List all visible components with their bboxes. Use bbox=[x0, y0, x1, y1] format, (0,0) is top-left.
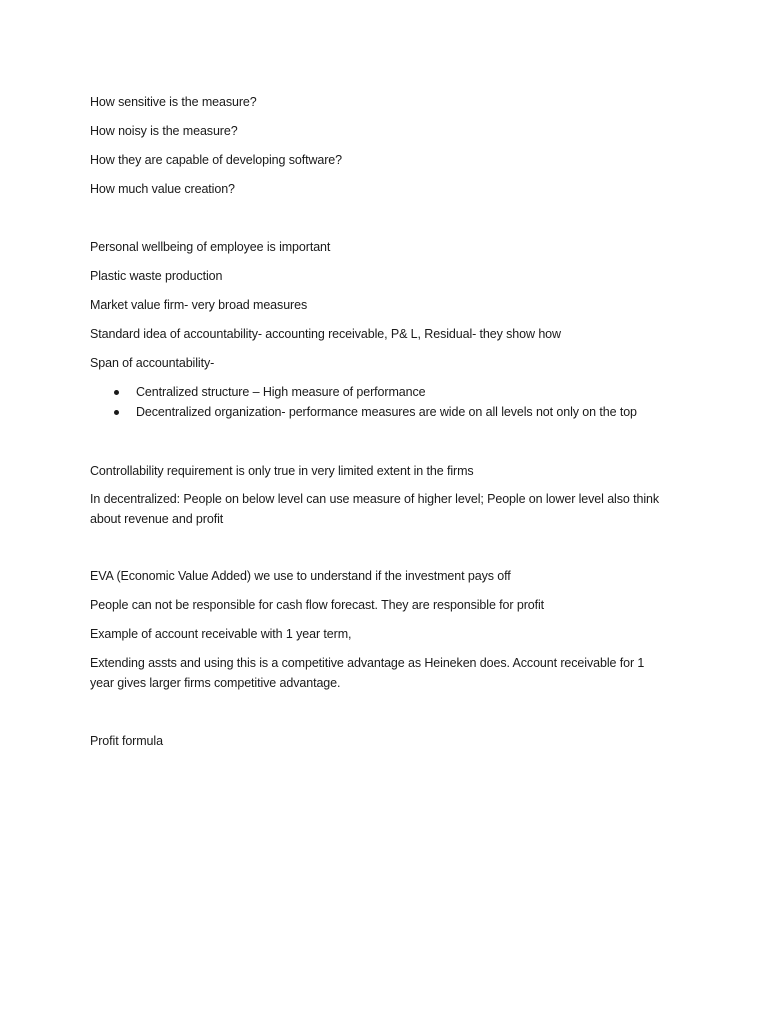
list-item-text: Decentralized organization- performance measures are wide on all levels not only on the top bbox=[136, 404, 637, 419]
list-item bbox=[114, 403, 637, 423]
note-paragraph: In decentralized: People on below level can use measure of higher level; People on lower level also think about revenue and profit bbox=[90, 492, 660, 526]
note-line: Controllability requirement is only true in very limited extent in the firms bbox=[90, 464, 474, 478]
note-line: People can not be responsible for cash flow forecast. They are responsible for profit bbox=[90, 598, 545, 612]
note-line: Personal wellbeing of employee is important bbox=[90, 240, 331, 254]
bullet-icon bbox=[114, 390, 119, 395]
question-line: How noisy is the measure? bbox=[90, 124, 238, 138]
note-paragraph: Extending assts and using this is a competitive advantage as Heineken does. Account receivable for 1 year gives larger firms competitive advantage. bbox=[90, 656, 645, 690]
question-line: How sensitive is the measure? bbox=[90, 95, 257, 109]
list-item-text: Centralized structure – High measure of performance bbox=[136, 385, 426, 399]
note-line: Example of account receivable with 1 year term, bbox=[90, 627, 352, 641]
note-line: EVA (Economic Value Added) we use to understand if the investment pays off bbox=[90, 569, 511, 583]
note-line: Span of accountability- bbox=[90, 356, 215, 370]
question-line: How they are capable of developing software? bbox=[90, 153, 343, 167]
note-line: Plastic waste production bbox=[90, 269, 223, 283]
bullet-icon bbox=[114, 410, 119, 415]
list-item bbox=[114, 383, 637, 403]
closing-line: Profit formula bbox=[90, 734, 163, 748]
note-line: Market value firm- very broad measures bbox=[90, 298, 308, 312]
note-line: Standard idea of accountability- accounting receivable, P& L, Residual- they show how bbox=[90, 327, 561, 341]
question-line: How much value creation? bbox=[90, 182, 235, 196]
bullet-list bbox=[114, 383, 637, 422]
